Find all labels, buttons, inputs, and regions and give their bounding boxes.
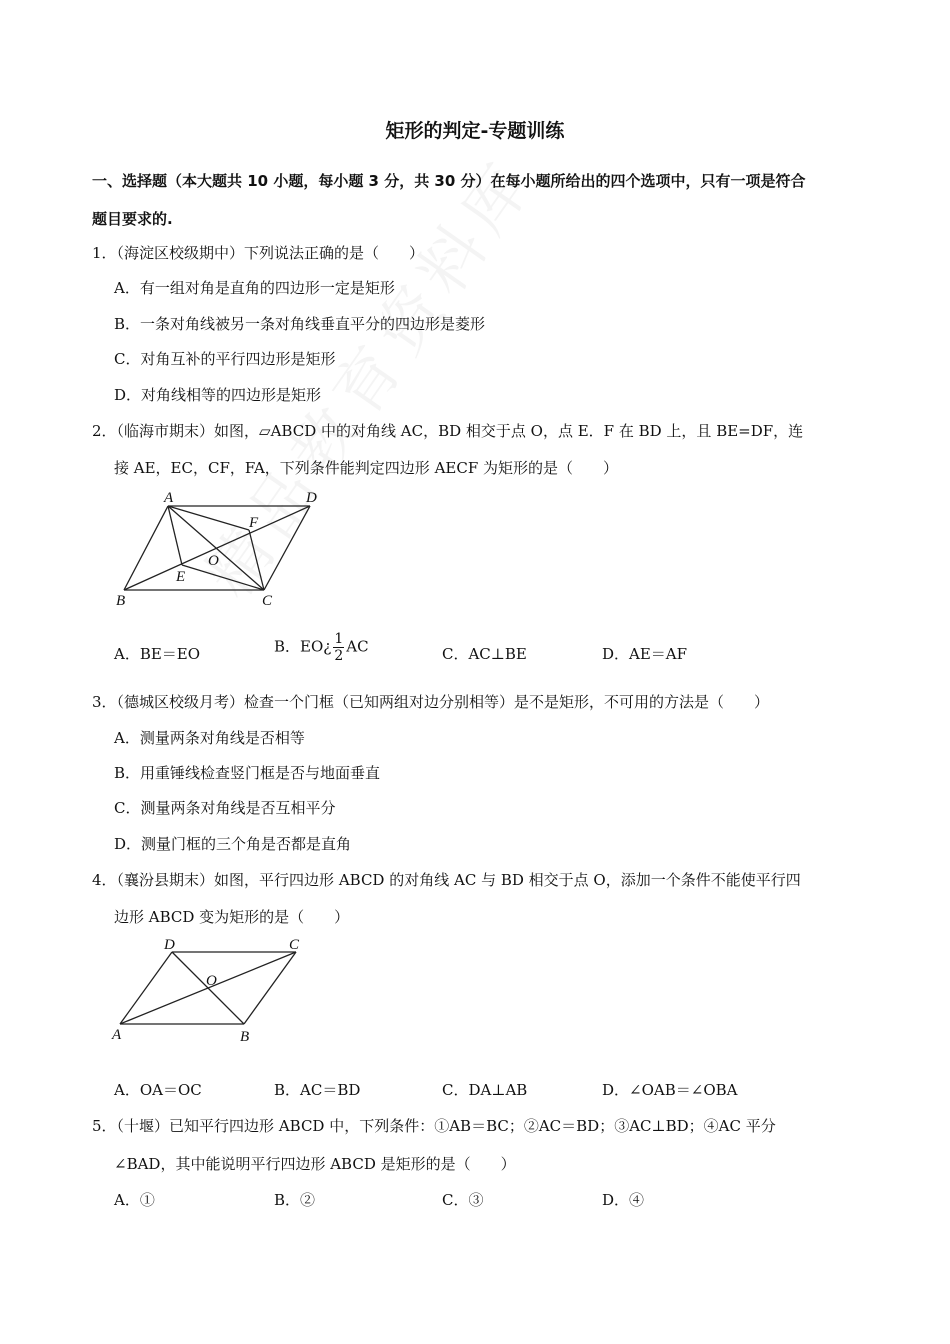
question-3-option-d: D．测量门框的三个角是否都是直角: [114, 835, 352, 853]
figure2-label-e: E: [176, 569, 186, 585]
question-1-option-c: C．对角互补的平行四边形是矩形: [114, 350, 336, 368]
figure2-label-b: B: [116, 593, 126, 609]
question-3-stem: 3．（德城区校级月考）检查一个门框（已知两组对边分别相等）是不是矩形，不可用的方法是（ ）: [92, 693, 770, 711]
question-2-stem-line2: 接 AE，EC，CF，FA，下列条件能判定四边形 AECF 为矩形的是（ ）: [114, 459, 619, 477]
figure4-label-b: B: [240, 1029, 250, 1045]
question-1-option-a: A．有一组对角是直角的四边形一定是矩形: [114, 279, 395, 297]
fraction-numerator: 1: [334, 631, 344, 647]
figure4-label-c: C: [289, 937, 300, 953]
question-4-option-a: A．OA＝OC: [114, 1081, 202, 1099]
question-4-option-b: B．AC＝BD: [274, 1081, 361, 1099]
question-1-option-d: D．对角线相等的四边形是矩形: [114, 386, 322, 404]
figure2-label-c: C: [262, 593, 273, 609]
figure2-label-a: A: [164, 490, 174, 506]
question-2-option-b-text: B．EO: [274, 637, 324, 656]
question-5-option-d: D．④: [602, 1191, 645, 1209]
question-3-option-a: A．测量两条对角线是否相等: [114, 729, 305, 747]
question-2-option-b-mark: ¿: [323, 637, 332, 656]
question-2-option-c: C．AC⊥BE: [442, 645, 527, 663]
question-5-option-c: C．③: [442, 1191, 484, 1209]
question-5-option-a: A．①: [114, 1191, 155, 1209]
question-2-stem-line1: 2．（临海市期末）如图，▱ABCD 中的对角线 AC，BD 相交于点 O，点 E．F 在 BD 上，且 BE=DF，连: [92, 422, 804, 440]
question-3-option-c: C．测量两条对角线是否互相平分: [114, 799, 336, 817]
question-4-figure: [106, 932, 316, 1047]
question-2-option-b: [274, 631, 369, 664]
figure4-label-d: D: [164, 937, 175, 953]
question-4-option-c: C．DA⊥AB: [442, 1081, 528, 1099]
question-2-option-a: A．BE＝EO: [114, 645, 201, 663]
question-3-option-b: B．用重锤线检查竖门框是否与地面垂直: [114, 764, 381, 782]
question-2-option-d: D．AE＝AF: [602, 645, 688, 663]
section-heading-line1: 一、选择题（本大题共 10 小题，每小题 3 分，共 30 分）在每小题所给出的四个选项中，只有一项是符合: [92, 172, 806, 190]
question-1-option-b: B．一条对角线被另一条对角线垂直平分的四边形是菱形: [114, 315, 486, 333]
question-4-stem-line1: 4．（襄汾县期末）如图，平行四边形 ABCD 的对角线 AC 与 BD 相交于点 O，添加一个条件不能使平行四: [92, 871, 801, 889]
question-2-option-b-tail: AC: [346, 637, 369, 656]
section-heading-line2: 题目要求的.: [92, 210, 173, 228]
question-4-option-d: D．∠OAB＝∠OBA: [602, 1081, 738, 1099]
question-4-stem-line2: 边形 ABCD 变为矩形的是（ ）: [114, 908, 350, 926]
figure2-label-f: F: [249, 515, 259, 531]
question-5-option-b: B．②: [274, 1191, 316, 1209]
question-5-stem-line1: 5．（十堰）已知平行四边形 ABCD 中，下列条件：①AB＝BC；②AC＝BD；③AC⊥BD；④AC 平分: [92, 1117, 776, 1135]
figure4-label-o: O: [206, 973, 217, 989]
figure2-label-d: D: [306, 490, 317, 506]
fraction-one-half: [333, 631, 344, 664]
page-title: 矩形的判定-专题训练: [385, 120, 565, 142]
question-5-stem-line2: ∠BAD，其中能说明平行四边形 ABCD 是矩形的是（ ）: [114, 1155, 516, 1173]
figure4-label-a: A: [112, 1027, 122, 1043]
figure2-label-o: O: [208, 553, 219, 569]
question-2-figure: [110, 488, 320, 613]
fraction-denominator: 2: [334, 648, 344, 664]
question-1-stem: 1．（海淀区校级期中）下列说法正确的是（ ）: [92, 244, 425, 262]
